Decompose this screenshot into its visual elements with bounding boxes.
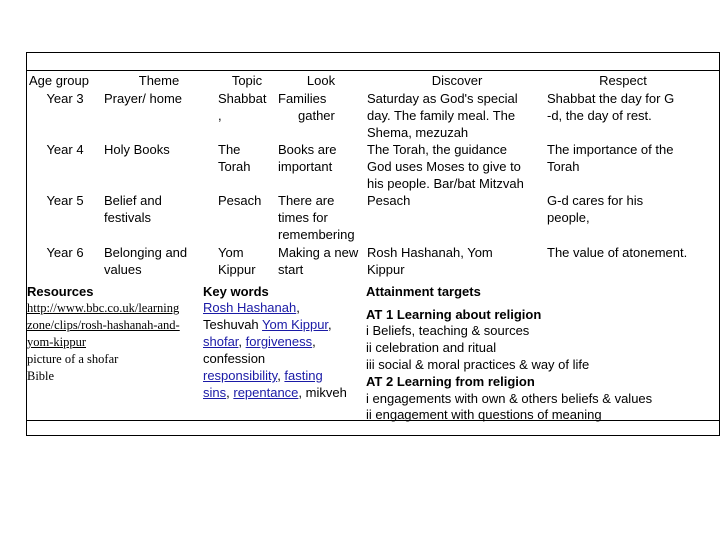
row-year3-respect-2: -d, the day of rest. xyxy=(547,108,652,123)
row-year3-topic-2: , xyxy=(218,108,222,123)
row-year3-discover-1: Saturday as God's special xyxy=(367,91,518,106)
row-year4-age: Year 4 xyxy=(46,142,84,157)
attainment-heading: Attainment targets xyxy=(366,284,481,299)
keyword-shofar[interactable]: shofar xyxy=(203,334,239,349)
keyword-sep: , xyxy=(277,368,285,383)
keyword-teshuvah: Teshuvah xyxy=(203,317,263,332)
keyword-sep: , xyxy=(296,300,300,315)
row-year5-topic: Pesach xyxy=(218,193,262,208)
keyword-sep: , xyxy=(238,334,246,349)
row-year6-discover-2: Kippur xyxy=(367,262,405,277)
keyword-forgiveness[interactable]: forgiveness xyxy=(245,334,313,349)
header-age-group: Age group xyxy=(29,73,89,88)
keywords-line-1 xyxy=(203,299,300,316)
header-theme: Theme xyxy=(138,73,180,88)
row-year3-discover-3: Shema, mezuzah xyxy=(367,125,469,140)
resources-heading: Resources xyxy=(27,284,94,299)
keyword-sep: , xyxy=(328,317,332,332)
attainment-at2-item-1: i engagements with own & others beliefs & values xyxy=(366,391,653,406)
row-year4-theme: Holy Books xyxy=(104,142,170,157)
resource-link-2[interactable]: zone/clips/rosh-hashanah-and- xyxy=(27,318,180,332)
row-year6-theme-2: values xyxy=(104,262,142,277)
attainment-at1-item-2: ii celebration and ritual xyxy=(366,340,497,355)
attainment-at2-item-2: ii engagement with questions of meaning xyxy=(366,407,602,422)
header-topic: Topic xyxy=(231,73,263,88)
keywords-line-5 xyxy=(203,367,323,384)
table-top-rule xyxy=(27,70,719,71)
row-year5-theme-1: Belief and xyxy=(104,193,162,208)
row-year3-age: Year 3 xyxy=(46,91,84,106)
row-year4-topic-1: The xyxy=(218,142,241,157)
keyword-confession: confession xyxy=(203,351,266,366)
keyword-sep: , xyxy=(312,334,316,349)
row-year3-look: Families xyxy=(278,91,327,106)
row-year6-respect: The value of atonement. xyxy=(547,245,688,260)
keywords-line-3 xyxy=(203,333,316,350)
row-year5-respect-2: people, xyxy=(547,210,590,225)
row-year4-topic-2: Torah xyxy=(218,159,251,174)
keyword-yom-kippur[interactable]: Yom Kippur xyxy=(262,317,329,332)
row-year4-discover-3: his people. Bar/bat Mitzvah xyxy=(367,176,524,191)
row-year6-look-1: Making a new xyxy=(278,245,359,260)
attainment-at1-item-1: i Beliefs, teaching & sources xyxy=(366,323,530,338)
row-year3-theme: Prayer/ home xyxy=(104,91,183,106)
row-year4-look-2: important xyxy=(278,159,333,174)
row-year6-age: Year 6 xyxy=(46,245,84,260)
row-year4-discover-2: God uses Moses to give to xyxy=(367,159,521,174)
row-year5-look-2: times for xyxy=(278,210,328,225)
row-year4-look-1: Books are xyxy=(278,142,337,157)
row-year3-discover-2: day. The family meal. The xyxy=(367,108,516,123)
row-year6-look-2: start xyxy=(278,262,304,277)
resource-shofar-picture: picture of a shofar xyxy=(27,352,119,366)
row-year5-look-1: There are xyxy=(278,193,335,208)
keyword-sins[interactable]: sins xyxy=(203,385,227,400)
header-look: Look xyxy=(306,73,336,88)
keyword-sep: , xyxy=(226,385,234,400)
keyword-mikveh: , mikveh xyxy=(298,385,347,400)
row-year6-discover-1: Rosh Hashanah, Yom xyxy=(367,245,493,260)
resource-link-1[interactable]: http://www.bbc.co.uk/learning xyxy=(27,301,180,315)
keywords-line-6 xyxy=(203,384,347,401)
keywords-line-2 xyxy=(203,316,332,333)
keyword-rosh-hashanah[interactable]: Rosh Hashanah xyxy=(203,300,297,315)
row-year6-topic-1: Yom xyxy=(218,245,244,260)
resource-link-3[interactable]: yom-kippur xyxy=(27,335,87,349)
row-year4-discover-1: The Torah, the guidance xyxy=(367,142,507,157)
row-year5-discover: Pesach xyxy=(367,193,411,208)
row-year3-respect-1: Shabbat the day for G xyxy=(547,91,675,106)
keywords-heading: Key words xyxy=(203,284,269,299)
row-year5-respect-1: G-d cares for his xyxy=(547,193,644,208)
row-year5-look-3: remembering xyxy=(278,227,355,242)
attainment-at1-item-3: iii social & moral practices & way of life xyxy=(366,357,590,372)
row-year6-topic-2: Kippur xyxy=(218,262,256,277)
keywords-line-4 xyxy=(203,350,265,367)
row-year4-respect-1: The importance of the xyxy=(547,142,674,157)
row-year3-topic: Shabbat xyxy=(218,91,267,106)
row-year6-theme-1: Belonging and xyxy=(104,245,188,260)
header-discover: Discover xyxy=(431,73,483,88)
row-year4-respect-2: Torah xyxy=(547,159,580,174)
attainment-at1: AT 1 Learning about religion xyxy=(366,307,542,322)
row-year5-theme-2: festivals xyxy=(104,210,151,225)
row-year5-age: Year 5 xyxy=(46,193,84,208)
attainment-at2: AT 2 Learning from religion xyxy=(366,374,535,389)
keyword-responsibility[interactable]: responsibility xyxy=(203,368,278,383)
row-year3-look-2: gather xyxy=(298,108,335,123)
keyword-fasting[interactable]: fasting xyxy=(284,368,323,383)
header-respect: Respect xyxy=(599,73,647,88)
resource-bible: Bible xyxy=(27,369,55,383)
keyword-repentance[interactable]: repentance xyxy=(233,385,299,400)
